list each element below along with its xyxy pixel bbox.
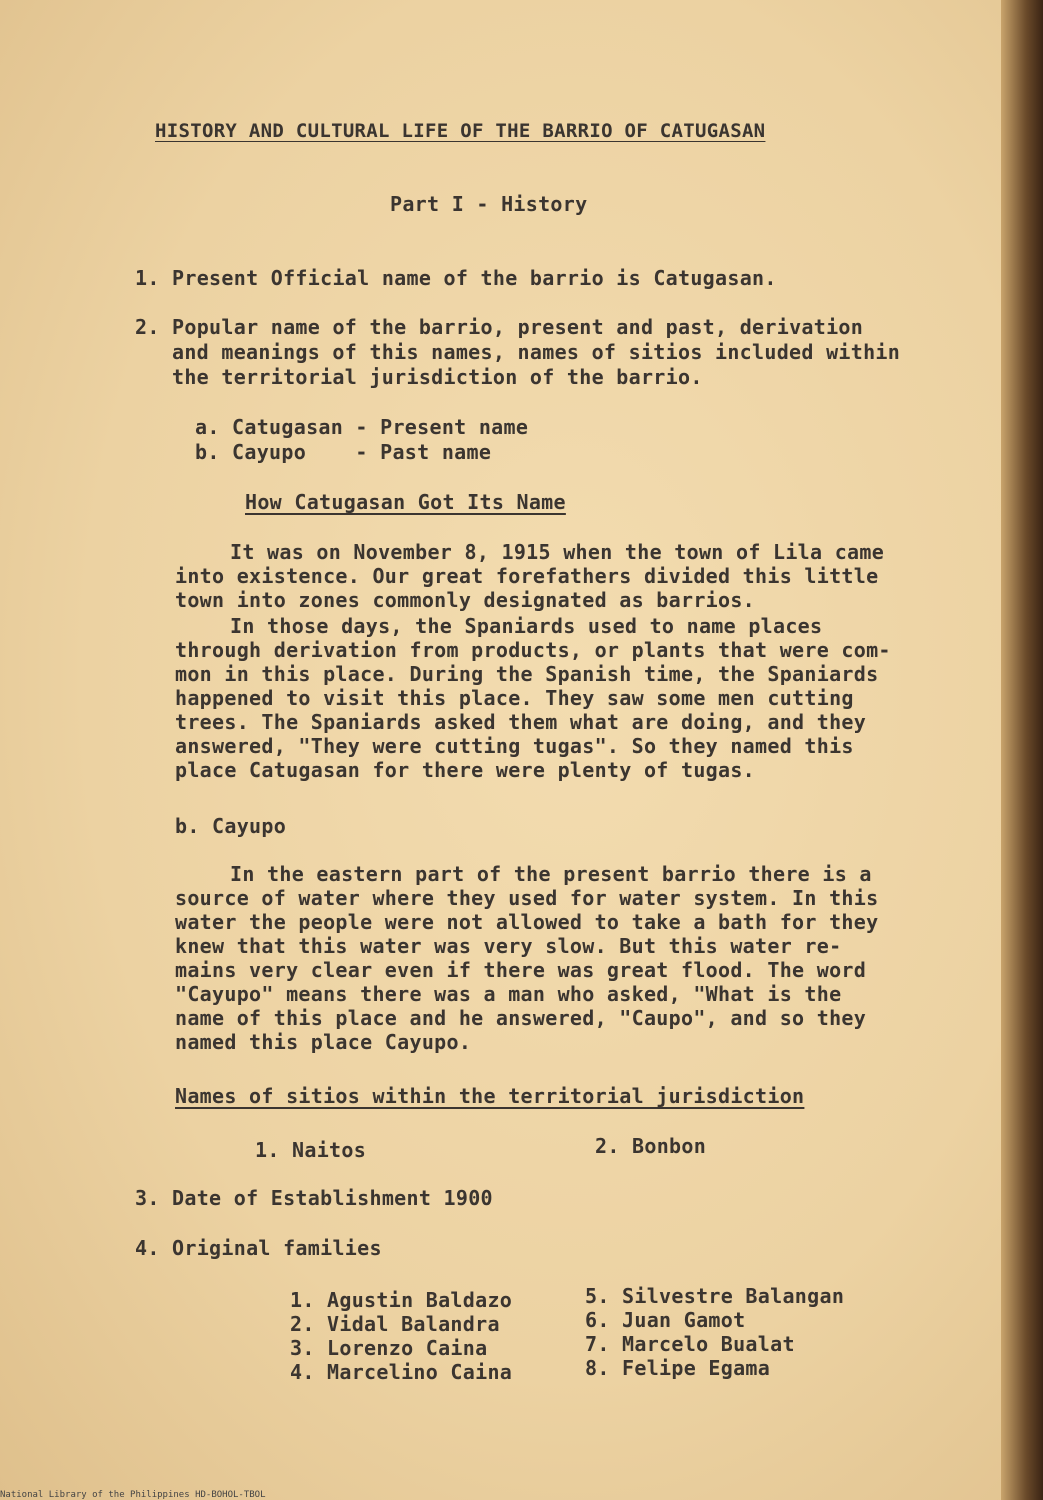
paragraph-line: trees. The Spaniards asked them what are doing, and they — [175, 710, 867, 734]
sitios-heading: Names of sitios within the territorial jurisdiction — [175, 1084, 805, 1108]
family-item: 2. Vidal Balandra — [290, 1312, 500, 1336]
item-2-line: 2. Popular name of the barrio, present and past, derivation — [135, 315, 864, 339]
document-title: HISTORY AND CULTURAL LIFE OF THE BARRIO OF CATUGASAN — [155, 120, 766, 142]
paragraph-line: knew that this water was very slow. But this water re- — [175, 934, 842, 958]
family-item: 6. Juan Gamot — [585, 1308, 746, 1332]
family-item: 8. Felipe Egama — [585, 1356, 771, 1380]
family-item: 5. Silvestre Balangan — [585, 1284, 845, 1308]
name-present: a. Catugasan - Present name — [195, 415, 529, 439]
family-item: 3. Lorenzo Caina — [290, 1336, 488, 1360]
name-past: b. Cayupo - Past name — [195, 440, 492, 464]
paragraph-line: named this place Cayupo. — [175, 1030, 472, 1054]
cayupo-heading: b. Cayupo — [175, 814, 287, 838]
family-item: 1. Agustin Baldazo — [290, 1288, 513, 1312]
paragraph-line: mon in this place. During the Spanish time, the Spaniards — [175, 662, 879, 686]
paragraph-line: In those days, the Spaniards used to name places — [230, 614, 823, 638]
paragraph-line: mains very clear even if there was great flood. The word — [175, 958, 867, 982]
paragraph-line: source of water where they used for water system. In this — [175, 886, 879, 910]
paragraph-line: water the people were not allowed to take a bath for they — [175, 910, 879, 934]
family-item: 7. Marcelo Bualat — [585, 1332, 795, 1356]
sitio-item: 1. Naitos — [255, 1138, 367, 1162]
paragraph-line: In the eastern part of the present barrio there is a — [230, 862, 872, 886]
item-2-line: and meanings of this names, names of sitios included within — [172, 340, 901, 364]
part-heading: Part I - History — [390, 192, 588, 216]
subheading: How Catugasan Got Its Name — [245, 490, 566, 514]
item-4: 4. Original families — [135, 1236, 382, 1260]
family-item: 4. Marcelino Caina — [290, 1360, 513, 1384]
paragraph-line: happened to visit this place. They saw some men cutting — [175, 686, 854, 710]
paragraph-line: "Cayupo" means there was a man who asked, "What is the — [175, 982, 842, 1006]
paragraph-line: town into zones commonly designated as barrios. — [175, 588, 756, 612]
paragraph-line: name of this place and he answered, "Caupo", and so they — [175, 1006, 867, 1030]
item-3: 3. Date of Establishment 1900 — [135, 1186, 493, 1210]
book-binding — [1001, 0, 1043, 1500]
paragraph-line: It was on November 8, 1915 when the town of Lila came — [230, 540, 885, 564]
paragraph-line: place Catugasan for there were plenty of tugas. — [175, 758, 756, 782]
item-1: 1. Present Official name of the barrio is Catugasan. — [135, 266, 777, 290]
item-2-line: the territorial jurisdiction of the barrio. — [172, 365, 703, 389]
paragraph-line: through derivation from products, or plants that were com- — [175, 638, 891, 662]
paragraph-line: answered, "They were cutting tugas". So they named this — [175, 734, 854, 758]
sitio-item: 2. Bonbon — [595, 1134, 707, 1158]
archive-footer: National Library of the Philippines HD-BOHOL-TBOL — [0, 1490, 266, 1500]
paragraph-line: into existence. Our great forefathers divided this little — [175, 564, 879, 588]
